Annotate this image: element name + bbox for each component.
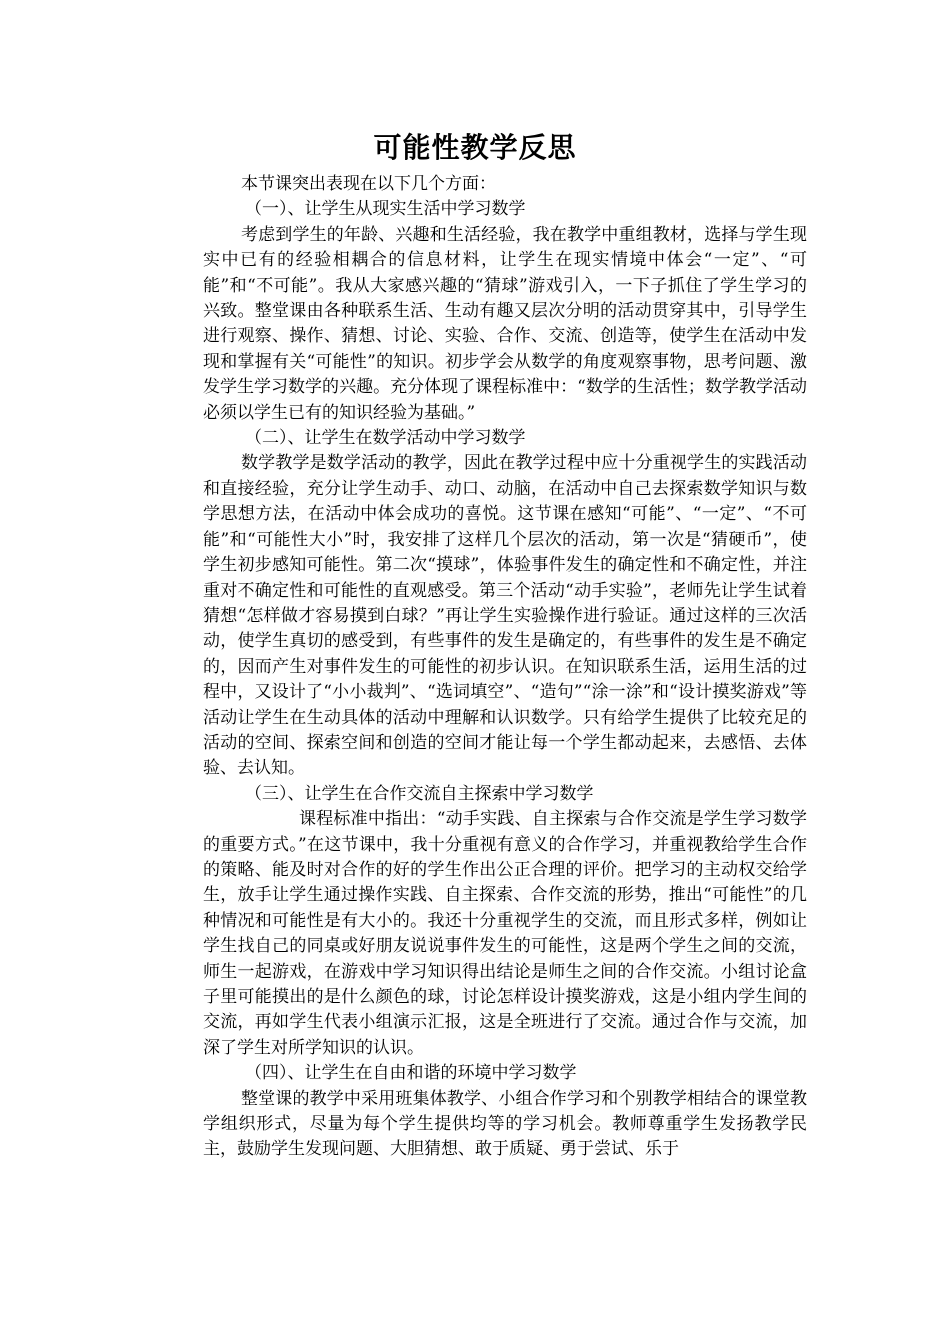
section-paragraph-3: 课程标准中指出：“动手实践、自主探索与合作交流是学生学习数学的重要方式。”在这节课中，我十分重视有意义的合作学习，并重视教给学生合作的策略、能及时对合作的好的学生作出公正合理的评价。把学习的主动权交给学生，放手让学生通过操作实践、自主探索、合作交流的形势，推出“可能性”的几种情况和可能性是有大小的。我还十分重视学生的交流，而且形式多样，例如让学生找自己的同桌或好朋友说说事件发生的可能性，这是两个学生之间的交流，师生一起游戏，在游戏中学习知识得出结论是师生之间的合作交流。小组讨论盒子里可能摸出的是什么颜色的球，讨论怎样设计摸奖游戏，这是小组内学生间的交流，再如学生代表小组演示汇报，这是全班进行了交流。通过合作与交流，加深了学生对所学知识的认识。	[203, 809, 807, 1058]
section-heading-4: （四）、让学生在自由和谐的环境中学习数学	[245, 1063, 577, 1084]
section-heading-1: （一）、让学生从现实生活中学习数学	[245, 199, 526, 220]
section-paragraph-1: 考虑到学生的年龄、兴趣和生活经验，我在教学中重组教材，选择与学生现实中已有的经验相耦合的信息材料，让学生在现实情境中体会“一定”、“可能”和“不可能”。我从大家感兴趣的“猜球”游戏引入，一下子抓住了学生学习的兴致。整堂课由各种联系生活、生动有趣又层次分明的活动贯穿其中，引导学生进行观察、操作、猜想、讨论、实验、合作、交流、创造等，使学生在活动中发现和掌握有关“可能性”的知识。初步学会从数学的角度观察事物，思考问题、激发学生学习数学的兴趣。充分体现了课程标准中：“数学的生活性；数学教学活动必须以学生已有的知识经验为基础。”	[203, 224, 807, 423]
section-heading-2: （二）、让学生在数学活动中学习数学	[245, 428, 526, 449]
document-body	[203, 172, 807, 1163]
intro-paragraph: 本节课突出表现在以下几个方面：	[241, 174, 496, 194]
section-paragraph-2: 数学教学是数学活动的教学，因此在教学过程中应十分重视学生的实践活动和直接经验，充分让学生动手、动口、动脑，在活动中自己去探索数学知识与数学思想方法，在活动中体会成功的喜悦。这节课在感知“可能”、“一定”、“不可能”和“可能性大小”时，我安排了这样几个层次的活动，第一次是“猜硬币”，使学生初步感知可能性。第二次“摸球”，体验事件发生的确定性和不确定性，并注重对不确定性和可能性的直观感受。第三个活动“动手实验”，老师先让学生试着猜想“怎样做才容易摸到白球？”再让学生实验操作进行验证。通过这样的三次活动，使学生真切的感受到，有些事件的发生是确定的，有些事件的发生是不确定的，因而产生对事件发生的可能性的初步认识。在知识联系生活，运用生活的过程中，又设计了“小小裁判”、“选词填空”、“造句”“涂一涂”和“设计摸奖游戏”等活动让学生在生动具体的活动中理解和认识数学。只有给学生提供了比较充足的活动的空间、探索空间和创造的空间才能让每一个学生都动起来，去感悟、去体验、去认知。	[203, 453, 807, 779]
section-heading-3: （三）、让学生在合作交流自主探索中学习数学	[245, 783, 594, 804]
document-title: 可能性教学反思	[373, 131, 577, 164]
section-paragraph-4: 整堂课的教学中采用班集体教学、小组合作学习和个别教学相结合的课堂教学组织形式，尽量为每个学生提供均等的学习机会。教师尊重学生发扬教学民主，鼓励学生发现问题、大胆猜想、敢于质疑、勇于尝试、乐于	[203, 1088, 807, 1160]
